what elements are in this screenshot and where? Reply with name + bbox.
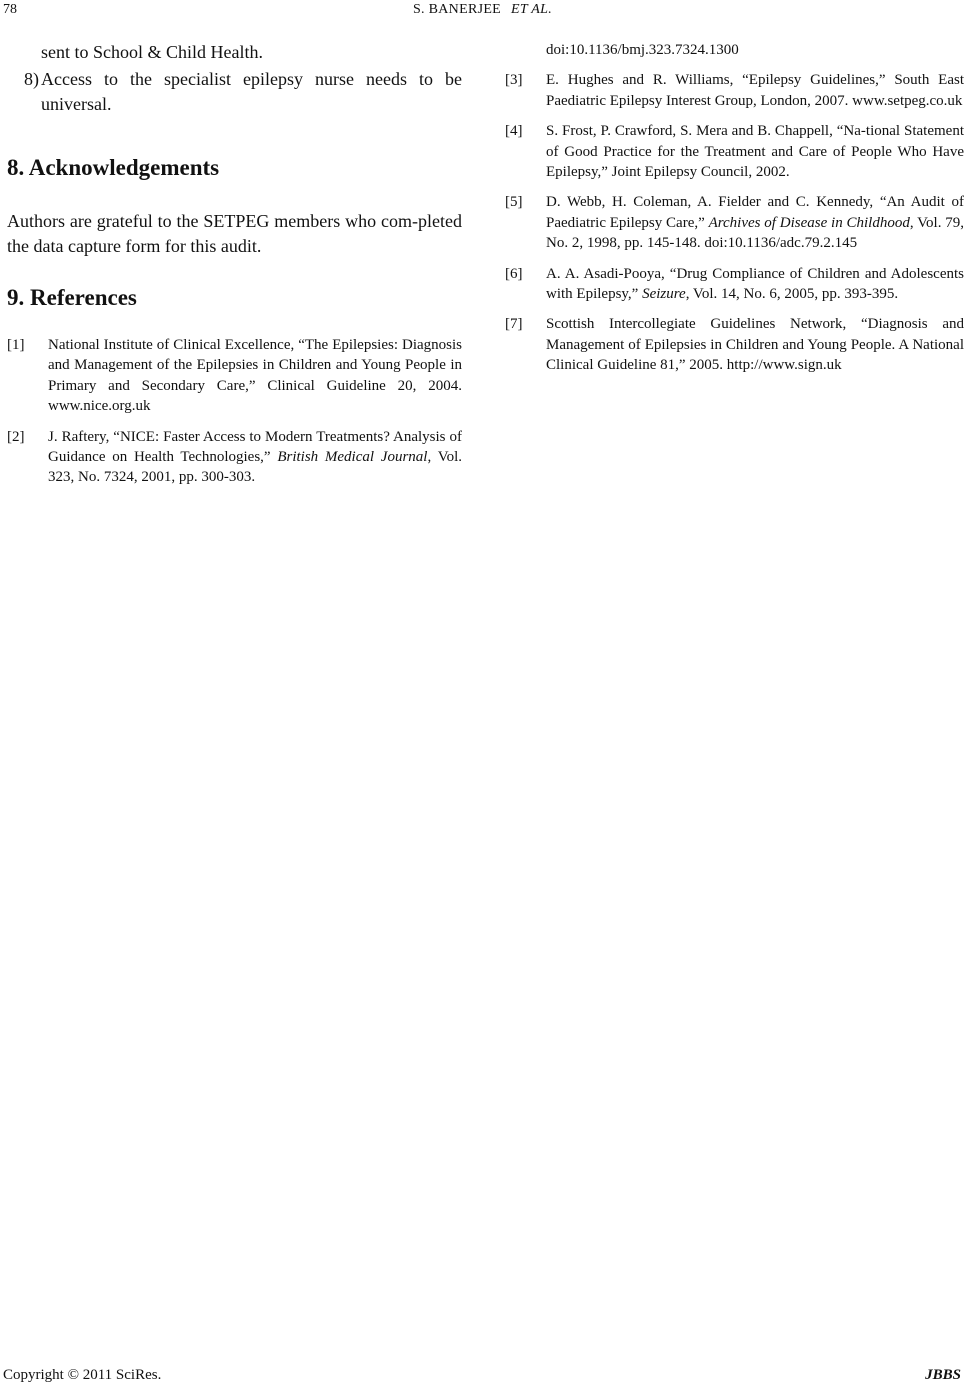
reference-text-main: J. Raftery, “NICE: Faster Access to Modern Treatments? Analysis of Guidance on Health Technologies,” <box>48 428 462 466</box>
reference-1 <box>7 335 462 417</box>
reference-2 <box>7 427 462 488</box>
reference-text: National Institute of Clinical Excellence, “The Epilepsies: Diagnosis and Management of the Epilepsies in Children and Young People in Primary and Secondary Care,” Clinical Guideline 20, 2004. www.nice.org.uk <box>48 337 462 415</box>
reference-text-details: , Vol. 79, No. 2, 1998, pp. 145-148. doi:10.1136/adc.79.2.145 <box>546 214 964 252</box>
reference-label: [4] <box>505 123 523 140</box>
reference-text <box>546 192 964 253</box>
list-item-number: 8) <box>24 69 39 89</box>
reference-journal: Archives of Disease in Childhood <box>708 214 910 231</box>
reference-text-main: A. A. Asadi-Pooya, “Drug Compliance of Children and Adolescents with Epilepsy,” <box>546 265 964 303</box>
reference-text <box>48 427 462 488</box>
reference-label: [5] <box>505 194 523 211</box>
reference-text-details: , Vol. 14, No. 6, 2005, pp. 393-395. <box>685 286 899 303</box>
footer-copyright: Copyright © 2011 SciRes. <box>3 1367 162 1383</box>
references-heading: 9. References <box>7 285 137 310</box>
left-column <box>7 40 462 488</box>
reference-text <box>546 264 964 305</box>
reference-text: E. Hughes and R. Williams, “Epilepsy Guidelines,” South East Paediatric Epilepsy Interest Group, London, 2007. www.setpeg.co.uk <box>546 72 964 109</box>
reference-journal: Seizure <box>642 286 686 303</box>
reference-5 <box>505 192 964 253</box>
running-head <box>0 2 965 18</box>
page-number: 78 <box>3 2 17 17</box>
reference-text: S. Frost, P. Crawford, S. Mera and B. Chappell, “Na-tional Statement of Good Practice for the Treatment and Care of People Who Have Epilepsy,” Joint Epilepsy Council, 2002. <box>546 123 964 181</box>
reference-4 <box>505 121 964 182</box>
reference-6 <box>505 264 964 305</box>
reference-7 <box>505 314 964 375</box>
reference-label: [1] <box>7 337 25 353</box>
running-head-etal: ET AL. <box>511 2 553 17</box>
reference-text-main: D. Webb, H. Coleman, A. Fielder and C. Kennedy, “An Audit of Paediatric Epilepsy Care,” <box>546 194 964 231</box>
reference-text-details: , Vol. 323, No. 7324, 2001, pp. 300-303. <box>48 449 463 486</box>
reference-label: [2] <box>7 428 25 445</box>
footer-journal: JBBS <box>925 1367 961 1383</box>
running-head-authors: S. BANERJEE <box>412 2 502 17</box>
list-item-text: Access to the specialist epilepsy nurse needs to be universal. <box>41 69 462 114</box>
reference-2-continuation: doi:10.1136/bmj.323.7324.1300 <box>546 42 739 58</box>
acknowledgements-heading: 8. Acknowledgements <box>7 155 220 180</box>
reference-3 <box>505 70 964 111</box>
reference-label: [3] <box>505 72 523 89</box>
right-column <box>505 40 964 376</box>
reference-label: [6] <box>505 265 523 282</box>
reference-label: [7] <box>505 316 523 333</box>
list-continuation: sent to School & Child Health. <box>41 42 263 62</box>
reference-journal: British Medical Journal <box>277 449 428 466</box>
list-item-8 <box>7 67 462 117</box>
acknowledgements-text: Authors are grateful to the SETPEG members who com-pleted the data capture form for this audit. <box>7 211 462 256</box>
reference-text: Scottish Intercollegiate Guidelines Network, “Diagnosis and Management of Epilepsies in Children and Young People. A National Clinical Guideline 81,” 2005. http://www.sign.uk <box>546 316 964 374</box>
